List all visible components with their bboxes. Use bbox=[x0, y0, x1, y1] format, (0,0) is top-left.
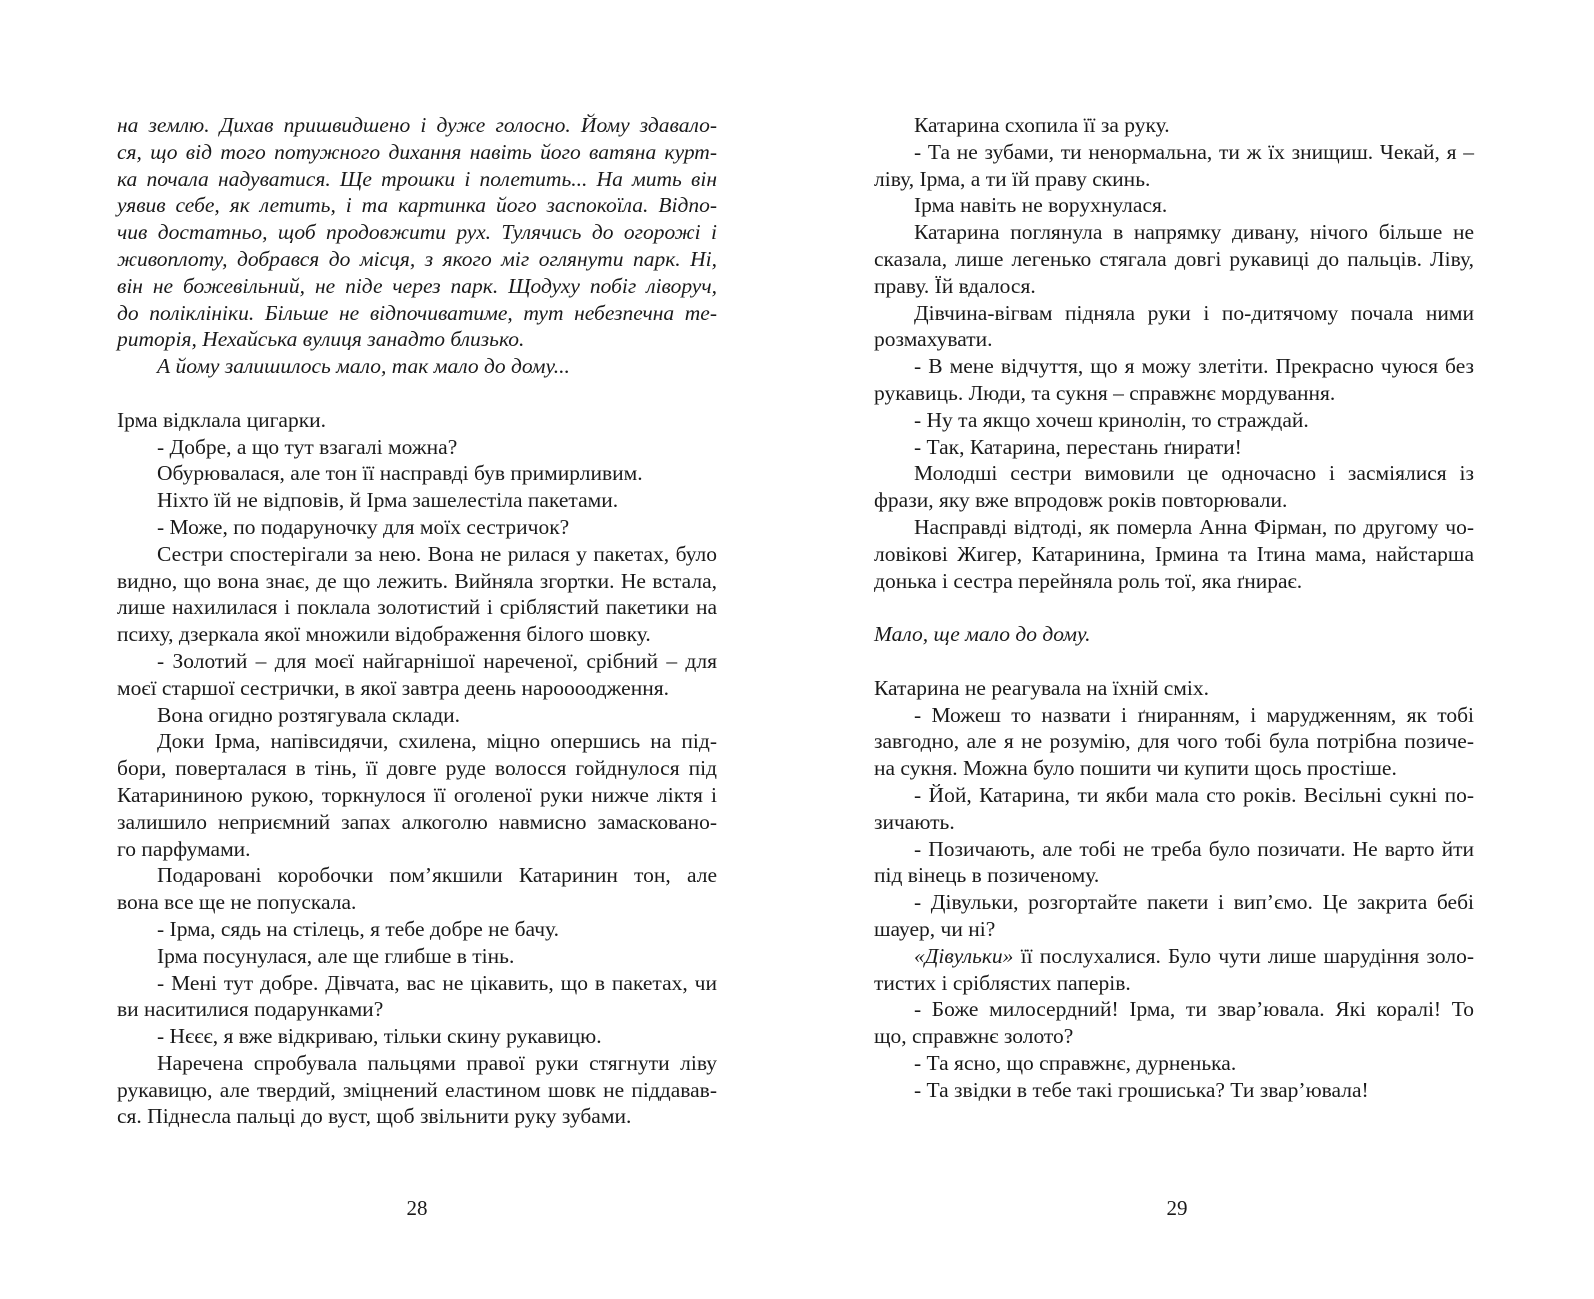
text-line: на землю. Дихав пришвидшено і дуже голосно. Йому здавало- bbox=[117, 113, 717, 137]
text-line: завгодно, але я не розумію, для чого тобі була потрібна позиче- bbox=[874, 729, 1474, 754]
text-line: - Та не зубами, ти ненормальна, ти ж їх знищиш. Чекай, я – bbox=[914, 139, 1474, 164]
text-line: Катарина схопила її за руку. bbox=[914, 113, 1170, 137]
text-line: зичають. bbox=[874, 809, 955, 834]
text-line: - Йой, Катарина, ти якби мала сто років. Весільні сукні по- bbox=[914, 782, 1474, 807]
text-line bbox=[874, 648, 1474, 675]
text-line: видно, що вона знає, де що лежить. Вийняла згортки. Не встала, bbox=[117, 568, 717, 593]
text-line: бори, поверталася в тінь, її довге руде волосся гойднулося під bbox=[117, 756, 717, 781]
text-line: рукавицю, але твердий, зміцнений еластином шовк не піддавав- bbox=[117, 1077, 717, 1102]
text-line: - Боже милосердний! Ірма, ти звар’ювала. Які коралі! То bbox=[914, 997, 1474, 1022]
text-line: Насправді відтоді, як померла Анна Фірман, по другому чо- bbox=[914, 514, 1474, 539]
text-line: до поліклініки. Більше не відпочиватиме, тут небезпечна те- bbox=[117, 300, 717, 325]
text-line: ліву, Ірма, а ти їй праву скинь. bbox=[874, 166, 1151, 191]
text-line: - Так, Катарина, перестань ґнирати! bbox=[914, 434, 1242, 459]
text-line: лише нахилилася і поклала золотистий і сріблястий пакетики на bbox=[117, 595, 717, 620]
text-line: Дівчина-вігвам підняла руки і по-дитячому почала ними bbox=[914, 300, 1474, 325]
text-line: Вона огидно розтягувала склади. bbox=[157, 702, 461, 727]
text-line: - Ірма, сядь на стілець, я тебе добре не бачу. bbox=[157, 916, 559, 941]
text-line: - В мене відчуття, що я можу злетіти. Прекрасно чуюся без bbox=[914, 354, 1474, 379]
page-number-left: 28 bbox=[406, 1196, 428, 1220]
text-line: Доки Ірма, напівсидячи, схилена, міцно опершись на під- bbox=[157, 729, 717, 754]
text-line: - Нєєє, я вже відкриваю, тільки скину рукавицю. bbox=[157, 1024, 602, 1049]
text-line: - Добре, а що тут взагалі можна? bbox=[157, 434, 458, 459]
text-line: він не божевільний, не піде через парк. Щодуху побіг ліворуч, bbox=[117, 273, 717, 298]
text-line: тистих і сріблястих паперів. bbox=[874, 970, 1131, 995]
text-line: Молодші сестри вимовили це одночасно і засміялися із bbox=[914, 461, 1474, 486]
text-line: Ірма навіть не ворухнулася. bbox=[914, 193, 1168, 218]
page-number-right: 29 bbox=[1166, 1196, 1188, 1220]
text-line: Ніхто їй не відповів, й Ірма зашелестіла пакетами. bbox=[157, 488, 619, 513]
text-line: А йому залишилось мало, так мало до дому... bbox=[157, 354, 570, 379]
text-line: фрази, яку вже впродовж років повторювали. bbox=[874, 488, 1288, 513]
text-line: Ірма посунулася, але ще глибше в тінь. bbox=[157, 943, 515, 968]
text-line: Катарининою рукою, торкнулося її оголеної руки нижче ліктя і bbox=[117, 782, 717, 807]
text-line: Ірма відклала цигарки. bbox=[117, 407, 327, 432]
text-line: під вінець в позиченому. bbox=[874, 863, 1100, 888]
text-line: Катарина не реагувала на їхній сміх. bbox=[874, 675, 1210, 700]
text-line: моєї старшої сестрички, в якої завтра деень нароооодження. bbox=[117, 675, 669, 700]
text-line: - Та ясно, що справжнє, дурненька. bbox=[914, 1050, 1237, 1075]
text-line: - Позичають, але тобі не треба було позичати. Не варто йти bbox=[914, 836, 1474, 861]
text-line: - Дівульки, розгортайте пакети і вип’ємо. Це закрита бебі bbox=[914, 890, 1474, 915]
left-page bbox=[117, 112, 717, 1130]
text-line: Обурювалася, але тон її насправді був примирливим. bbox=[157, 461, 643, 486]
text-line: - Можеш то назвати і ґниранням, і марудженням, як тобі bbox=[914, 702, 1474, 727]
text-line: ловікові Жигер, Катаринина, Ірмина та Ітина мама, найстарша bbox=[874, 541, 1474, 566]
text-line: праву. Їй вдалося. bbox=[874, 273, 1036, 298]
text-line: живоплоту, добрався до місця, з якого міг оглянути парк. Ні, bbox=[117, 246, 717, 271]
text-line: Подаровані коробочки пом’якшили Катаринин тон, але bbox=[157, 863, 717, 888]
text-line: риторія, Нехайська вулиця занадто близько. bbox=[117, 327, 525, 352]
text-line: ка почала надуватися. Ще трошки і полетить... На мить він bbox=[117, 166, 717, 191]
text-line: вона все ще не попускала. bbox=[117, 890, 357, 915]
text-line bbox=[117, 380, 717, 407]
text-line: Мало, ще мало до дому. bbox=[874, 622, 1091, 647]
text-line: рукавиць. Люди, та сукня – справжнє мордування. bbox=[874, 380, 1336, 405]
text-line: психу, дзеркала якої множили відображення білого шовку. bbox=[117, 622, 651, 647]
text-line: - Ну та якщо хочеш кринолін, то страждай. bbox=[914, 407, 1309, 432]
text-line: донька і сестра перейняла роль тої, яка ґнирає. bbox=[874, 568, 1303, 593]
text-line: - Золотий – для моєї найгарнішої нареченої, срібний – для bbox=[157, 648, 717, 673]
text-line: - Мені тут добре. Дівчата, вас не цікавить, що в пакетах, чи bbox=[157, 970, 717, 995]
text-line: го парфумами. bbox=[117, 836, 251, 861]
text-line: сказала, лише легенько стягала довгі рукавиці до пальців. Ліву, bbox=[874, 246, 1474, 271]
text-line: чив достатньо, щоб продовжити рух. Тулячись до огорожі і bbox=[117, 220, 717, 245]
text-line: ся. Піднесла пальці до вуст, щоб звільнити руку зубами. bbox=[117, 1104, 632, 1129]
text-line: Наречена спробувала пальцями правої руки стягнути ліву bbox=[157, 1050, 717, 1075]
right-page bbox=[874, 112, 1474, 1103]
text-line: уявив себе, як летить, і та картинка його заспокоїла. Відпо- bbox=[117, 193, 717, 218]
text-line: ви наситилися подарунками? bbox=[117, 997, 384, 1022]
text-line: - Може, по подаруночку для моїх сестричок? bbox=[157, 514, 570, 539]
text-line: - Та звідки в тебе такі грошиська? Ти звар’ювала! bbox=[914, 1077, 1369, 1102]
text-line: що, справжнє золото? bbox=[874, 1024, 1074, 1049]
text-line: ся, що від того потужного дихання навіть його ватяна курт- bbox=[117, 139, 717, 164]
text-line: залишило неприємний запах алкоголю навмисно замаскованo- bbox=[117, 809, 717, 834]
text-line: Катарина поглянула в напрямку дивану, нічого більше не bbox=[914, 220, 1474, 245]
text-line: Сестри спостерігали за нею. Вона не рилася у пакетах, було bbox=[157, 541, 717, 566]
text-line: розмахувати. bbox=[874, 327, 993, 352]
text-line: на сукня. Можна було пошити чи купити щось простіше. bbox=[874, 756, 1397, 781]
text-line: шауер, чи ні? bbox=[874, 916, 996, 941]
text-line bbox=[874, 594, 1474, 621]
text-line: «Дівульки» її послухалися. Було чути лише шарудіння золо- bbox=[914, 943, 1474, 968]
